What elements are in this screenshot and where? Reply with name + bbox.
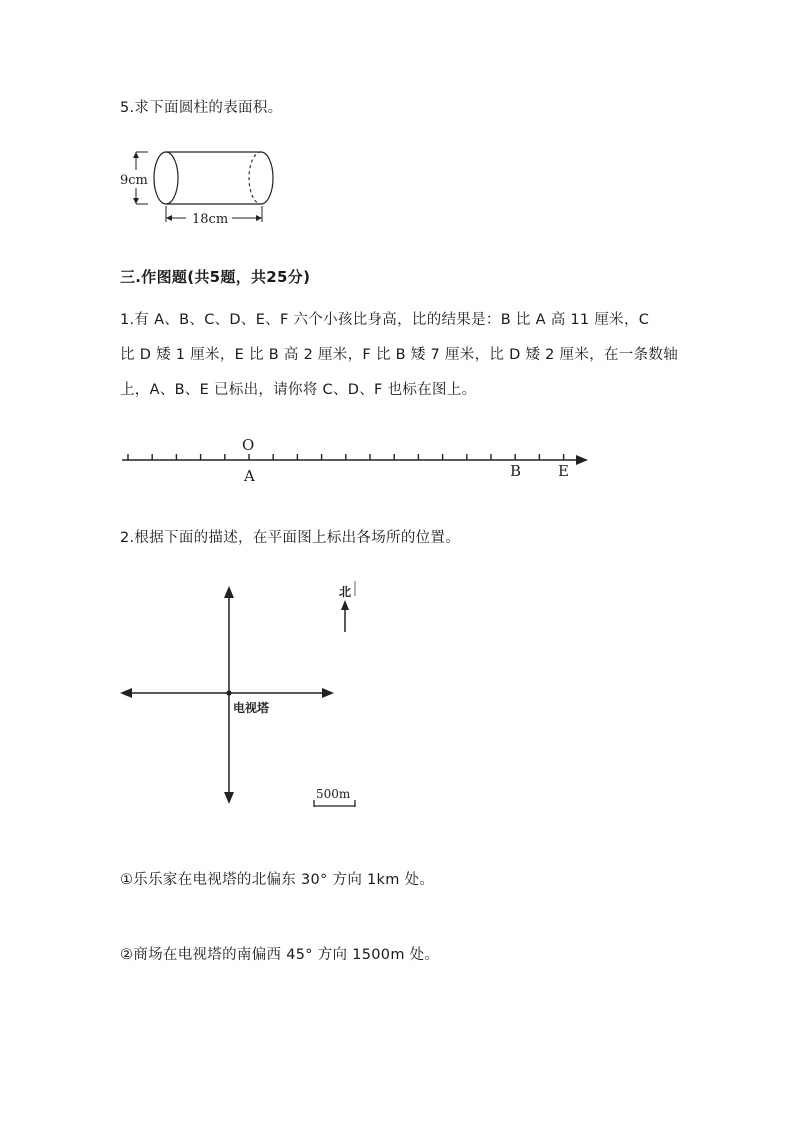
height-label: 9cm bbox=[120, 173, 148, 188]
question-1-line-2: 比 D 矮 1 厘米，E 比 B 高 2 厘米，F 比 B 矮 7 厘米，比 D 矮 2 厘米，在一条数轴 bbox=[120, 347, 678, 363]
number-line bbox=[118, 432, 598, 488]
tick-marks bbox=[128, 454, 564, 460]
scale-label: 500m bbox=[316, 787, 351, 801]
question-2-text: 2.根据下面的描述，在平面图上标出各场所的位置。 bbox=[120, 530, 461, 546]
north-label: 北 bbox=[339, 585, 352, 599]
point-e-label: E bbox=[558, 462, 569, 480]
point-b-label: B bbox=[510, 462, 522, 480]
question-1-line-3: 上，A、B、E 已标出，请你将 C、D、F 也标在图上。 bbox=[120, 382, 477, 398]
question-1-line-1: 1.有 A、B、C、D、E、F 六个小孩比身高，比的结果是：B 比 A 高 11 厘米，C bbox=[120, 312, 650, 328]
question-5-text: 5.求下面圆柱的表面积。 bbox=[120, 100, 283, 116]
section-heading: 三.作图题(共5题，共25分) bbox=[120, 268, 311, 286]
cylinder-figure bbox=[118, 148, 288, 228]
origin-label: O bbox=[242, 436, 255, 454]
location-description-1: ①乐乐家在电视塔的北偏东 30° 方向 1km 处。 bbox=[120, 872, 435, 888]
location-description-2: ②商场在电视塔的南偏西 45° 方向 1500m 处。 bbox=[120, 947, 440, 963]
compass-map bbox=[118, 580, 368, 812]
length-label: 18cm bbox=[192, 212, 229, 227]
point-a-label: A bbox=[244, 467, 255, 485]
tv-tower-label: 电视塔 bbox=[233, 701, 270, 715]
